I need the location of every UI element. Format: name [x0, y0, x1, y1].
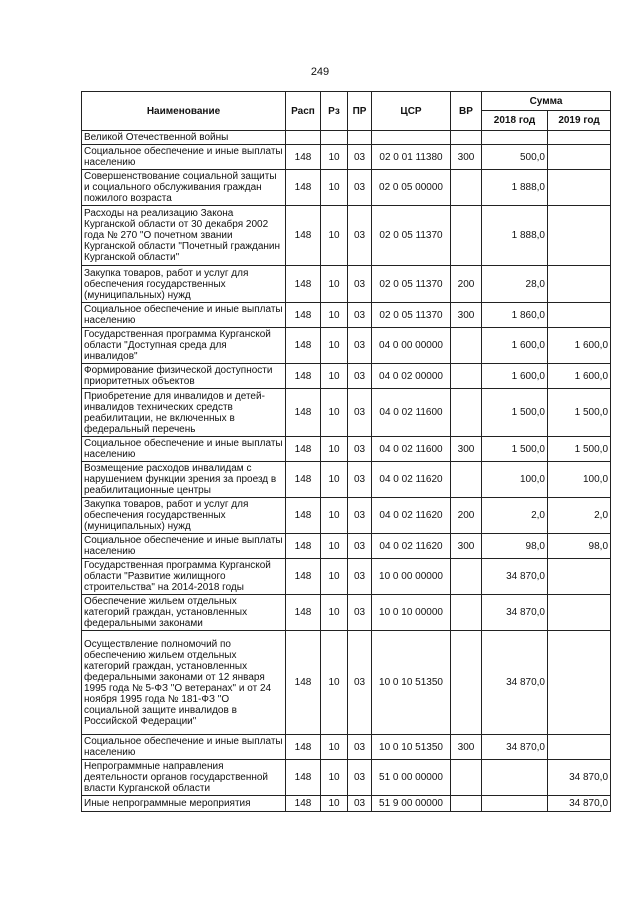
cell-csr: 04 0 02 11620: [372, 498, 451, 534]
cell-name: Иные непрограммные мероприятия: [82, 796, 286, 812]
cell-rasp: 148: [286, 437, 321, 462]
cell-rz: 10: [321, 206, 348, 266]
cell-vr: 300: [451, 145, 482, 170]
table-row: [82, 595, 611, 631]
cell-vr: [451, 760, 482, 796]
cell-pr: [348, 131, 372, 145]
table-row: [82, 266, 611, 303]
cell-pr: 03: [348, 631, 372, 735]
cell-rasp: 148: [286, 206, 321, 266]
cell-vr: [451, 796, 482, 812]
cell-pr: 03: [348, 559, 372, 595]
table-row: [82, 631, 611, 735]
cell-vr: [451, 559, 482, 595]
cell-2018: 1 600,0: [482, 364, 548, 389]
table-row: [82, 206, 611, 266]
cell-pr: 03: [348, 462, 372, 498]
table-row: [82, 389, 611, 437]
cell-pr: 03: [348, 170, 372, 206]
cell-pr: 03: [348, 437, 372, 462]
cell-rasp: 148: [286, 303, 321, 328]
cell-2018: 1 500,0: [482, 389, 548, 437]
cell-csr: 04 0 02 11600: [372, 389, 451, 437]
cell-rasp: 148: [286, 328, 321, 364]
cell-vr: [451, 131, 482, 145]
cell-vr: 300: [451, 437, 482, 462]
table-row: [82, 534, 611, 559]
cell-pr: 03: [348, 364, 372, 389]
cell-csr: 04 0 02 11620: [372, 534, 451, 559]
cell-2018: 1 500,0: [482, 437, 548, 462]
header-name: Наименование: [82, 92, 286, 131]
cell-rz: 10: [321, 534, 348, 559]
cell-vr: 300: [451, 735, 482, 760]
cell-csr: [372, 131, 451, 145]
cell-rasp: 148: [286, 389, 321, 437]
header-vr: ВР: [451, 92, 482, 131]
cell-pr: 03: [348, 796, 372, 812]
cell-2019: 1 500,0: [548, 437, 611, 462]
cell-vr: 300: [451, 534, 482, 559]
cell-vr: [451, 462, 482, 498]
cell-rz: 10: [321, 631, 348, 735]
cell-rasp: 148: [286, 735, 321, 760]
cell-name: Социальное обеспечение и иные выплаты населению: [82, 735, 286, 760]
cell-vr: 200: [451, 266, 482, 303]
cell-name: Социальное обеспечение и иные выплаты населению: [82, 534, 286, 559]
cell-csr: 04 0 02 00000: [372, 364, 451, 389]
cell-rasp: 148: [286, 266, 321, 303]
cell-2019: [548, 145, 611, 170]
cell-2019: [548, 131, 611, 145]
cell-pr: 03: [348, 735, 372, 760]
cell-csr: 04 0 02 11620: [372, 462, 451, 498]
cell-2019: [548, 170, 611, 206]
cell-name: Обеспечение жильем отдельных категорий граждан, установленных федеральными законами: [82, 595, 286, 631]
budget-table: [81, 91, 611, 812]
table-row: [82, 559, 611, 595]
cell-2019: [548, 559, 611, 595]
cell-name: Совершенствование социальной защиты и социального обслуживания граждан пожилого возраста: [82, 170, 286, 206]
cell-csr: 02 0 05 11370: [372, 266, 451, 303]
header-2019: 2019 год: [548, 111, 611, 131]
cell-2018: [482, 760, 548, 796]
cell-2019: [548, 595, 611, 631]
cell-rasp: 148: [286, 364, 321, 389]
cell-2018: 1 860,0: [482, 303, 548, 328]
cell-pr: 03: [348, 534, 372, 559]
table-row: [82, 796, 611, 812]
cell-rasp: 148: [286, 631, 321, 735]
cell-rz: 10: [321, 266, 348, 303]
cell-vr: [451, 364, 482, 389]
cell-2018: 1 888,0: [482, 170, 548, 206]
cell-csr: 02 0 05 11370: [372, 206, 451, 266]
cell-rasp: 148: [286, 559, 321, 595]
cell-2019: 34 870,0: [548, 796, 611, 812]
cell-rz: 10: [321, 303, 348, 328]
cell-vr: [451, 328, 482, 364]
cell-rasp: 148: [286, 595, 321, 631]
cell-pr: 03: [348, 760, 372, 796]
cell-2019: 1 500,0: [548, 389, 611, 437]
cell-csr: 10 0 10 51350: [372, 735, 451, 760]
cell-csr: 10 0 10 51350: [372, 631, 451, 735]
cell-rz: 10: [321, 328, 348, 364]
cell-pr: 03: [348, 266, 372, 303]
cell-name: Социальное обеспечение и иные выплаты населению: [82, 145, 286, 170]
cell-csr: 02 0 01 11380: [372, 145, 451, 170]
page-number: 249: [310, 66, 330, 78]
cell-name: Возмещение расходов инвалидам с нарушением функции зрения за проезд в реабилитационные центры: [82, 462, 286, 498]
header-pr: ПР: [348, 92, 372, 131]
cell-pr: 03: [348, 206, 372, 266]
table-row: [82, 131, 611, 145]
cell-rasp: 148: [286, 534, 321, 559]
cell-2018: 98,0: [482, 534, 548, 559]
cell-name: Закупка товаров, работ и услуг для обеспечения государственных (муниципальных) нужд: [82, 266, 286, 303]
cell-name: Приобретение для инвалидов и детей-инвалидов технических средств реабилитации, не включенных в федеральный перечень: [82, 389, 286, 437]
cell-vr: [451, 206, 482, 266]
cell-name: Формирование физической доступности приоритетных объектов: [82, 364, 286, 389]
cell-name: Государственная программа Курганской области "Развитие жилищного строительства" на 2014-2018 годы: [82, 559, 286, 595]
cell-2019: 1 600,0: [548, 364, 611, 389]
header-rasp: Расп: [286, 92, 321, 131]
header-sum: Сумма: [482, 92, 611, 111]
cell-pr: 03: [348, 145, 372, 170]
cell-name: Закупка товаров, работ и услуг для обеспечения государственных (муниципальных) нужд: [82, 498, 286, 534]
cell-rz: 10: [321, 559, 348, 595]
cell-vr: 300: [451, 303, 482, 328]
cell-csr: 51 0 00 00000: [372, 760, 451, 796]
header-2018: 2018 год: [482, 111, 548, 131]
cell-rasp: 148: [286, 760, 321, 796]
cell-2018: 500,0: [482, 145, 548, 170]
cell-rz: 10: [321, 760, 348, 796]
table-row: [82, 760, 611, 796]
cell-rz: [321, 131, 348, 145]
cell-name: Великой Отечественной войны: [82, 131, 286, 145]
cell-2018: 34 870,0: [482, 631, 548, 735]
table-row: [82, 145, 611, 170]
cell-csr: 10 0 10 00000: [372, 595, 451, 631]
cell-pr: 03: [348, 328, 372, 364]
cell-name: Социальное обеспечение и иные выплаты населению: [82, 437, 286, 462]
cell-2019: 2,0: [548, 498, 611, 534]
cell-csr: 51 9 00 00000: [372, 796, 451, 812]
header-csr: ЦСР: [372, 92, 451, 131]
cell-2019: 34 870,0: [548, 760, 611, 796]
cell-rz: 10: [321, 364, 348, 389]
cell-vr: [451, 595, 482, 631]
cell-name: Социальное обеспечение и иные выплаты населению: [82, 303, 286, 328]
cell-2019: [548, 266, 611, 303]
cell-rz: 10: [321, 595, 348, 631]
header-rz: Рз: [321, 92, 348, 131]
cell-name: Осуществление полномочий по обеспечению жильем отдельных категорий граждан, установленных федеральными законами от 12 января 1995 года № 5-ФЗ "О ветеранах" и от 24 ноября 1995 года № 181-ФЗ "О социальной защите инвалидов в Российской Федерации": [82, 631, 286, 735]
cell-name: Расходы на реализацию Закона Курганской области от 30 декабря 2002 года № 270 "О почетном звании Курганской области "Почетный гражданин Курганской области": [82, 206, 286, 266]
cell-vr: [451, 170, 482, 206]
cell-rasp: 148: [286, 145, 321, 170]
table-body: [82, 131, 611, 812]
cell-csr: 04 0 02 11600: [372, 437, 451, 462]
cell-2018: 34 870,0: [482, 595, 548, 631]
cell-vr: [451, 631, 482, 735]
cell-2018: 34 870,0: [482, 735, 548, 760]
table-header: [82, 92, 611, 131]
cell-2019: 98,0: [548, 534, 611, 559]
table-row: [82, 364, 611, 389]
table-row: [82, 303, 611, 328]
cell-rz: 10: [321, 437, 348, 462]
cell-rasp: [286, 131, 321, 145]
cell-pr: 03: [348, 303, 372, 328]
cell-pr: 03: [348, 389, 372, 437]
cell-csr: 02 0 05 11370: [372, 303, 451, 328]
cell-2018: 100,0: [482, 462, 548, 498]
cell-pr: 03: [348, 595, 372, 631]
table-row: [82, 735, 611, 760]
cell-2018: [482, 131, 548, 145]
cell-rz: 10: [321, 145, 348, 170]
cell-2019: [548, 303, 611, 328]
cell-2019: [548, 206, 611, 266]
table-row: [82, 462, 611, 498]
cell-vr: [451, 389, 482, 437]
cell-2018: 34 870,0: [482, 559, 548, 595]
cell-rasp: 148: [286, 462, 321, 498]
cell-csr: 02 0 05 00000: [372, 170, 451, 206]
cell-rz: 10: [321, 462, 348, 498]
cell-2019: 100,0: [548, 462, 611, 498]
cell-rasp: 148: [286, 498, 321, 534]
cell-2019: [548, 631, 611, 735]
cell-2018: 2,0: [482, 498, 548, 534]
cell-vr: 200: [451, 498, 482, 534]
cell-rz: 10: [321, 498, 348, 534]
table-row: [82, 170, 611, 206]
cell-rz: 10: [321, 170, 348, 206]
cell-2018: 28,0: [482, 266, 548, 303]
cell-rz: 10: [321, 389, 348, 437]
cell-csr: 04 0 00 00000: [372, 328, 451, 364]
cell-rasp: 148: [286, 796, 321, 812]
cell-rz: 10: [321, 735, 348, 760]
table-row: [82, 437, 611, 462]
cell-csr: 10 0 00 00000: [372, 559, 451, 595]
cell-name: Государственная программа Курганской области "Доступная среда для инвалидов": [82, 328, 286, 364]
table-row: [82, 498, 611, 534]
cell-2019: 1 600,0: [548, 328, 611, 364]
cell-name: Непрограммные направления деятельности органов государственной власти Курганской области: [82, 760, 286, 796]
table-row: [82, 328, 611, 364]
cell-rz: 10: [321, 796, 348, 812]
cell-rasp: 148: [286, 170, 321, 206]
cell-2018: [482, 796, 548, 812]
cell-2018: 1 888,0: [482, 206, 548, 266]
cell-pr: 03: [348, 498, 372, 534]
cell-2018: 1 600,0: [482, 328, 548, 364]
cell-2019: [548, 735, 611, 760]
